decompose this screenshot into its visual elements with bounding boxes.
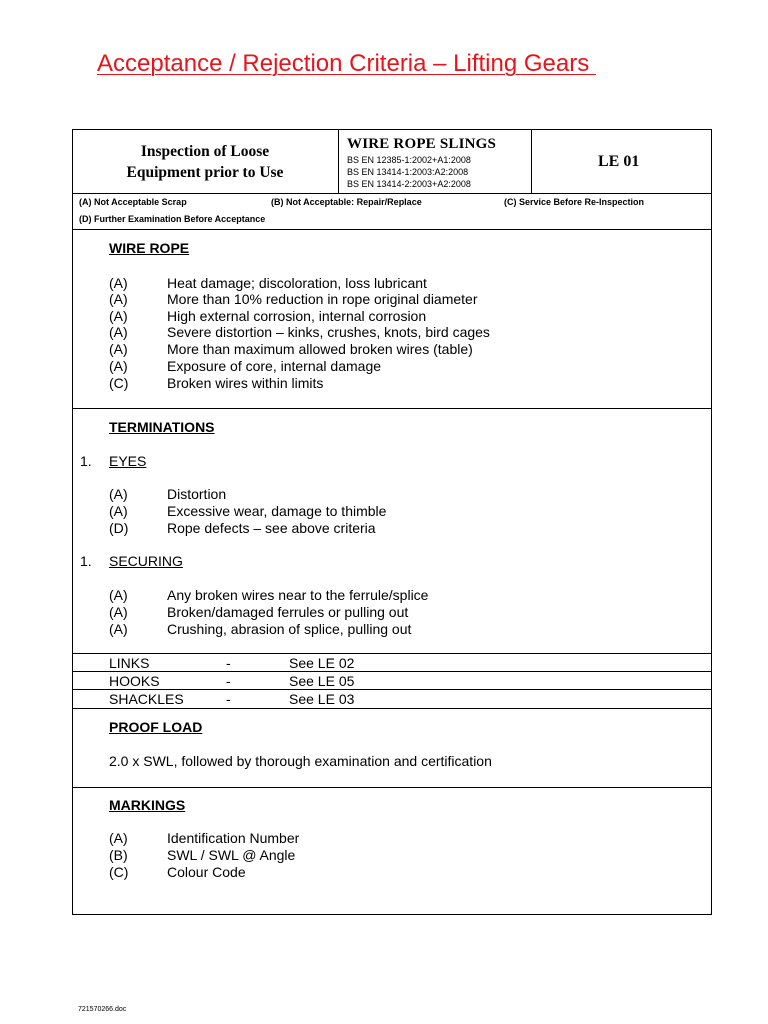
reference-name: HOOKS <box>109 673 160 689</box>
subsection-eyes: EYES <box>109 453 147 469</box>
page-title: Acceptance / Rejection Criteria – Lifting Gears <box>97 50 596 77</box>
subsection-securing: SECURING <box>109 553 183 569</box>
reference-see: See LE 05 <box>289 673 355 689</box>
legend-a: (A) Not Acceptable Scrap <box>79 197 187 207</box>
divider <box>338 129 339 193</box>
criteria-text: Broken/damaged ferrules or pulling out <box>167 604 409 620</box>
criteria-code: (A) <box>109 341 128 357</box>
criteria-code: (A) <box>109 830 128 846</box>
header-line: Equipment prior to Use <box>126 164 284 181</box>
criteria-code: (A) <box>109 604 128 620</box>
criteria-text: SWL / SWL @ Angle <box>167 847 296 863</box>
subsection-number: 1. <box>80 553 92 569</box>
standard-ref: BS EN 12385-1:2002+A1:2008 <box>347 155 471 165</box>
reference-name: SHACKLES <box>109 691 184 707</box>
subsection-number: 1. <box>80 453 92 469</box>
criteria-code: (A) <box>109 587 128 603</box>
criteria-text: More than 10% reduction in rope original diameter <box>167 291 478 307</box>
section-heading-terminations: TERMINATIONS <box>109 419 215 435</box>
reference-see: See LE 03 <box>289 691 355 707</box>
criteria-text: Any broken wires near to the ferrule/splice <box>167 587 429 603</box>
divider <box>72 653 712 654</box>
legend-d: (D) Further Examination Before Acceptance <box>79 214 266 224</box>
reference-name: LINKS <box>109 655 150 671</box>
criteria-code: (A) <box>109 291 128 307</box>
criteria-code: (C) <box>109 375 129 391</box>
divider <box>72 787 712 788</box>
criteria-code: (A) <box>109 358 128 374</box>
reference-dash: - <box>226 691 231 707</box>
divider <box>72 193 712 194</box>
criteria-text: High external corrosion, internal corrosion <box>167 308 427 324</box>
criteria-text: Severe distortion – kinks, crushes, knots, bird cages <box>167 324 490 340</box>
standard-ref: BS EN 13414-1:2003:A2:2008 <box>347 167 469 177</box>
criteria-code: (A) <box>109 621 128 637</box>
header-inspection-title <box>72 141 338 183</box>
document-code: LE 01 <box>598 153 640 170</box>
file-name: 721570266.doc <box>78 1006 127 1013</box>
section-heading-proof-load: PROOF LOAD <box>109 719 203 735</box>
header-line: Inspection of Loose <box>140 143 270 160</box>
criteria-text: Excessive wear, damage to thimble <box>167 503 387 519</box>
legend-c: (C) Service Before Re-Inspection <box>504 197 645 207</box>
standard-ref: BS EN 13414-2:2003+A2:2008 <box>347 179 471 189</box>
section-heading-markings: MARKINGS <box>109 797 186 813</box>
criteria-text: Broken wires within limits <box>167 375 324 391</box>
reference-dash: - <box>226 673 231 689</box>
divider <box>72 229 712 230</box>
criteria-code: (A) <box>109 486 128 502</box>
criteria-code: (A) <box>109 503 128 519</box>
divider <box>72 689 712 690</box>
criteria-text: Crushing, abrasion of splice, pulling out <box>167 621 412 637</box>
criteria-text: Distortion <box>167 486 227 502</box>
criteria-text: Heat damage; discoloration, loss lubricant <box>167 275 427 291</box>
criteria-text: Identification Number <box>167 830 300 846</box>
section-heading-wire-rope: WIRE ROPE <box>109 240 190 256</box>
divider <box>531 129 532 193</box>
legend-b: (B) Not Acceptable: Repair/Replace <box>271 197 422 207</box>
criteria-code: (D) <box>109 520 129 536</box>
criteria-text: Colour Code <box>167 864 246 880</box>
divider <box>72 708 712 709</box>
reference-see: See LE 02 <box>289 655 355 671</box>
criteria-text: More than maximum allowed broken wires (table) <box>167 341 473 357</box>
criteria-text: Exposure of core, internal damage <box>167 358 382 374</box>
proof-load-text: 2.0 x SWL, followed by thorough examination and certification <box>109 753 492 769</box>
divider <box>72 671 712 672</box>
equipment-title: WIRE ROPE SLINGS <box>347 136 497 152</box>
criteria-text: Rope defects – see above criteria <box>167 520 376 536</box>
criteria-code: (A) <box>109 308 128 324</box>
divider <box>72 408 712 409</box>
reference-dash: - <box>226 655 231 671</box>
criteria-code: (A) <box>109 324 128 340</box>
criteria-code: (B) <box>109 847 128 863</box>
criteria-code: (C) <box>109 864 129 880</box>
criteria-code: (A) <box>109 275 128 291</box>
